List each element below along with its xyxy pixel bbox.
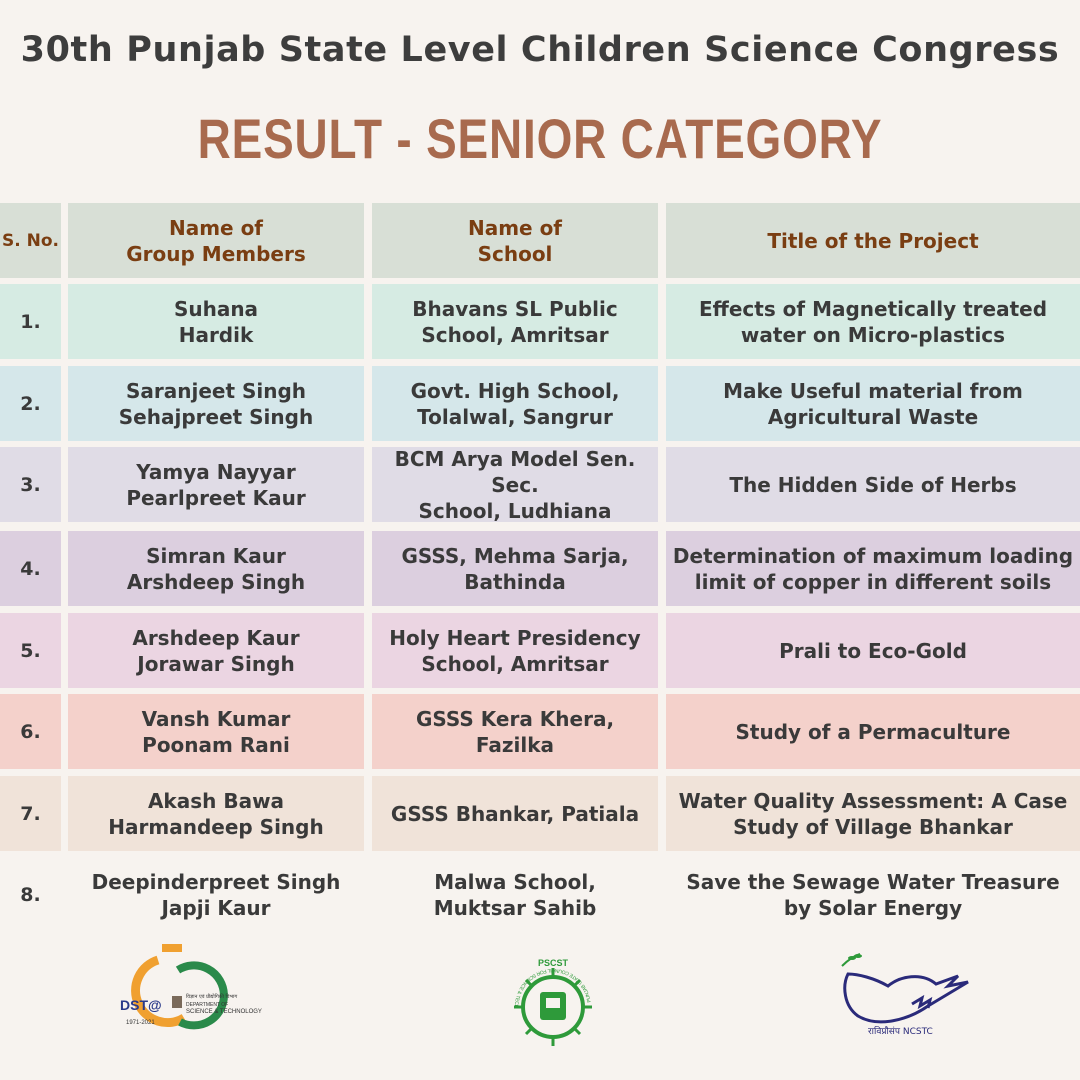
logo-bar	[0, 940, 1080, 1060]
school-name	[372, 613, 658, 688]
group-members-line: Hardik	[178, 322, 254, 347]
school-name-line: Holy Heart Presidency	[389, 625, 641, 650]
group-members-line: Arshdeep Singh	[126, 569, 306, 594]
dst-hindi: विज्ञान एवं प्रौद्योगिकी विभाग	[186, 994, 238, 1000]
project-title	[666, 284, 1080, 359]
school-name-line: GSSS, Mehma Sarja,	[401, 543, 629, 568]
serial-number: 2.	[20, 392, 41, 415]
school-name-line: Bhavans SL Public	[412, 296, 618, 321]
project-title	[666, 531, 1080, 606]
page-subtitle: RESULT - SENIOR CATEGORY	[197, 107, 883, 170]
header-project-line: Title of the Project	[767, 228, 979, 253]
group-members-line: Simran Kaur	[146, 543, 286, 568]
group-members-line: Deepinderpreet Singh	[91, 869, 341, 894]
table-header-row	[0, 203, 1080, 278]
project-title	[666, 694, 1080, 769]
pscst-acronym: PSCST	[537, 958, 569, 968]
project-title	[666, 447, 1080, 522]
project-title-line: Agricultural Waste	[767, 404, 979, 429]
project-title-line: by Solar Energy	[783, 895, 963, 920]
group-members-line: Saranjeet Singh	[125, 378, 307, 403]
serial-number: 8.	[20, 883, 41, 906]
project-title-line: Water Quality Assessment: A Case	[678, 788, 1068, 813]
header-school-line: Name of	[467, 215, 563, 240]
group-members-line: Suhana	[173, 296, 259, 321]
school-name	[372, 857, 658, 932]
project-title	[666, 366, 1080, 441]
school-name-line: Muktsar Sahib	[433, 895, 597, 920]
school-name-line: Bathinda	[464, 569, 566, 594]
serial-number: 4.	[20, 557, 41, 580]
group-members	[68, 694, 364, 769]
serial-number: 6.	[20, 720, 41, 743]
dst-mark: DST@	[120, 997, 162, 1013]
ncstc-label: राविप्रौसंप NCSTC	[868, 1027, 933, 1037]
project-title-line: Make Useful material from	[723, 378, 1023, 403]
header-members-line: Name of	[168, 215, 264, 240]
school-name	[372, 284, 658, 359]
table-row	[0, 613, 1080, 688]
group-members-line: Sehajpreet Singh	[118, 404, 314, 429]
dst-logo	[118, 940, 278, 1040]
table-row	[0, 531, 1080, 606]
project-title-line: The Hidden Side of Herbs	[729, 472, 1017, 497]
header-project	[666, 203, 1080, 278]
group-members-line: Poonam Rani	[142, 732, 290, 757]
group-members-line: Japji Kaur	[161, 895, 271, 920]
group-members-line: Harmandeep Singh	[108, 814, 324, 839]
school-name-line: Tolalwal, Sangrur	[417, 404, 613, 429]
school-name-line: GSSS Bhankar, Patiala	[390, 801, 640, 826]
dst-years: 1971-2021	[126, 1020, 155, 1026]
table-row	[0, 776, 1080, 851]
school-name-line: Fazilka	[475, 732, 555, 757]
group-members-line: Yamya Nayyar	[136, 459, 296, 484]
group-members-line: Pearlpreet Kaur	[126, 485, 306, 510]
group-members	[68, 613, 364, 688]
group-members	[68, 284, 364, 359]
group-members	[68, 857, 364, 932]
group-members	[68, 531, 364, 606]
project-title-line: Study of Village Bhankar	[733, 814, 1013, 839]
dst-dept-line2: SCIENCE & TECHNOLOGY	[186, 1009, 262, 1015]
group-members	[68, 447, 364, 522]
group-members-line: Jorawar Singh	[137, 651, 295, 676]
project-title-line: Effects of Magnetically treated	[698, 296, 1048, 321]
project-title	[666, 613, 1080, 688]
project-title	[666, 776, 1080, 851]
school-name-line: School, Amritsar	[421, 322, 609, 347]
school-name-line: Govt. High School,	[410, 378, 620, 403]
school-name	[372, 694, 658, 769]
table-row	[0, 366, 1080, 441]
project-title-line: limit of copper in different soils	[694, 569, 1052, 594]
header-sno-line: S. No.	[2, 230, 59, 251]
school-name	[372, 776, 658, 851]
dst-dept-line1: DEPARTMENT OF	[186, 1002, 229, 1008]
header-school	[372, 203, 658, 278]
serial-number: 5.	[20, 639, 41, 662]
school-name-line: BCM Arya Model Sen. Sec.	[394, 446, 636, 497]
group-members	[68, 366, 364, 441]
header-members-line: Group Members	[126, 241, 306, 266]
serial-number: 7.	[20, 802, 41, 825]
ncstc-logo	[838, 950, 978, 1042]
school-name-line: Malwa School,	[434, 869, 596, 894]
pscst-logo	[500, 954, 606, 1060]
table-row	[0, 447, 1080, 522]
group-members-line: Arshdeep Kaur	[132, 625, 300, 650]
school-name	[372, 447, 658, 522]
school-name-line: School, Ludhiana	[418, 498, 612, 523]
project-title-line: Study of a Permaculture	[735, 719, 1011, 744]
project-title-line: Determination of maximum loading	[672, 543, 1074, 568]
project-title-line: Save the Sewage Water Treasure	[686, 869, 1060, 894]
project-title-line: water on Micro-plastics	[740, 322, 1006, 347]
serial-number: 3.	[20, 473, 41, 496]
header-sno	[0, 203, 61, 278]
group-members	[68, 776, 364, 851]
header-members	[68, 203, 364, 278]
school-name	[372, 366, 658, 441]
serial-number: 1.	[20, 310, 41, 333]
school-name-line: GSSS Kera Khera,	[415, 706, 615, 731]
group-members-line: Vansh Kumar	[141, 706, 291, 731]
school-name	[372, 531, 658, 606]
page-title: 30th Punjab State Level Children Science Congress	[20, 30, 1060, 70]
header-school-line: School	[477, 241, 553, 266]
table-row	[0, 694, 1080, 769]
group-members-line: Akash Bawa	[147, 788, 285, 813]
pscst-ring-text: PUNJAB STATE COUNCIL FOR SCIENCE & TECH	[512, 966, 593, 1009]
project-title	[666, 857, 1080, 932]
project-title-line: Prali to Eco-Gold	[779, 638, 967, 663]
table-row	[0, 857, 1080, 932]
table-row	[0, 284, 1080, 359]
school-name-line: School, Amritsar	[421, 651, 609, 676]
